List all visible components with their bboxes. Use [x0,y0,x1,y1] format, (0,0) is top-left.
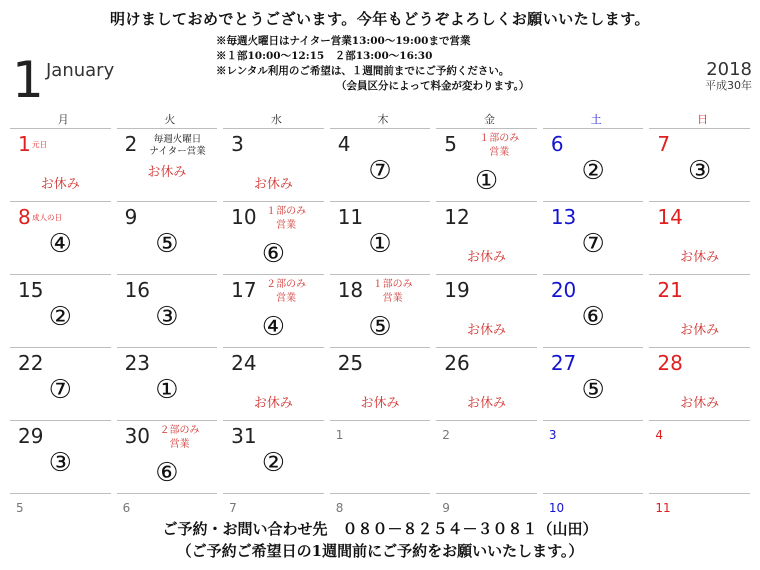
calendar-week [10,201,756,274]
session-number: ⑦ [48,375,72,405]
session-number: ③ [48,448,72,478]
session-number: ⑦ [368,156,392,186]
day-number: 10 [231,205,257,229]
day-number: 3 [231,132,244,156]
session-number: ① [155,375,179,405]
calendar-day-cell [436,274,537,347]
calendar-day-cell [117,493,218,515]
day-number: 6 [550,132,564,156]
session-number: ② [48,302,72,332]
calendar-day-cell [117,128,218,201]
session-number: ① [368,229,392,259]
calendar-day-cell [10,274,111,347]
calendar-grid [10,112,756,515]
calendar-day-cell [223,347,324,420]
closed-label: お休み [467,396,507,411]
calendar-day-cell [223,493,324,515]
calendar-day-cell [543,347,644,420]
calendar-day-cell [543,420,644,493]
closed-label: お休み [467,250,507,265]
day-number: 2 [442,428,450,442]
reservation-request: （ご予約ご希望日の1週間前にご予約をお願いいたします。） [176,542,584,560]
day-number: 5 [16,501,24,515]
month-number: 1 [12,51,44,109]
session-number: ⑥ [155,458,179,488]
day-number: 8 [18,205,31,229]
calendar-day-cell [543,201,644,274]
closed-label: お休み [680,396,720,411]
note-line: ※１部10:00～12:15 ２部13:00～16:30 [216,50,433,62]
day-number: 25 [337,351,364,375]
calendar-day-cell [649,128,750,201]
day-number: 1 [335,428,344,442]
note-line: ※毎週火曜日はナイター営業13:00～19:00まで営業 [216,35,471,47]
session-number: ② [261,448,286,478]
session-number: ⑦ [581,229,605,259]
year-block [705,60,752,92]
day-number: 30 [124,424,151,448]
day-number: 11 [337,205,364,229]
closed-label: お休み [680,323,720,338]
day-number: 8 [335,501,344,515]
business-note: １部のみ 営業 [372,279,413,304]
calendar-day-cell [330,420,431,493]
day-number: 31 [231,424,257,448]
session-number: ⑥ [581,302,605,332]
session-number: ⑤ [581,375,605,405]
calendar-weeks [10,128,756,515]
business-notes [216,34,596,94]
calendar-day-cell [649,201,750,274]
weekday-thu: 木 [377,113,389,126]
business-note: １部のみ 営業 [266,206,307,231]
calendar-day-cell [436,420,537,493]
note-line: ※レンタル利用のご希望は、１週間前までにご予約ください。 [216,65,510,77]
day-number: 5 [444,132,457,156]
calendar-day-cell [330,493,431,515]
calendar-day-cell [649,420,750,493]
calendar-day-cell [649,347,750,420]
calendar-day-cell [543,128,644,201]
day-number: 7 [657,132,671,156]
calendar-week [10,274,756,347]
year-era: 平成30年 [705,79,752,92]
weekday-wed: 水 [270,113,282,126]
business-note: ２部のみ 営業 [159,425,200,450]
calendar-week [10,420,756,493]
session-number: ③ [688,156,712,186]
day-number: 24 [231,351,257,375]
session-number: ① [474,166,499,196]
holiday-name: 元日 [32,140,47,149]
greeting-heading: 明けましておめでとうございます。今年もどうぞよろしくお願いいたします。 [109,10,651,28]
day-number: 14 [657,205,683,229]
weekday-tue: 火 [164,113,176,126]
weekday-fri: 金 [484,113,496,126]
calendar-day-cell [223,420,324,493]
day-number: 10 [548,501,565,515]
day-number: 3 [548,428,557,442]
note-line: （会員区分によって料金が変わります。） [336,80,530,92]
calendar-day-cell [330,274,431,347]
session-number: ③ [155,302,179,332]
weekday-mon: 月 [57,113,69,126]
session-number: ⑥ [261,239,286,269]
calendar-day-cell [117,420,218,493]
day-number: 16 [124,278,151,302]
day-number: 22 [18,351,44,375]
weekday-sun: 日 [697,113,709,126]
closed-label: お休み [253,177,293,192]
day-number: 20 [550,278,577,302]
closed-label: お休み [147,165,187,180]
day-number: 28 [657,351,683,375]
day-number: 23 [124,351,151,375]
calendar-day-cell [436,347,537,420]
day-number: 27 [550,351,577,375]
closed-label: お休み [680,250,720,265]
day-number: 26 [444,351,470,375]
calendar-day-cell [436,128,537,201]
calendar-day-cell [436,201,537,274]
contact-line: ご予約・お問い合わせ先 ０８０－８２５４－３０８１（山田） [162,520,598,538]
closed-label: お休み [40,177,80,192]
weekday-header [10,112,756,128]
calendar-day-cell [10,493,111,515]
month-name: January [46,60,115,81]
closed-label: お休み [253,396,293,411]
calendar-day-cell [223,128,324,201]
calendar-day-cell [649,274,750,347]
calendar-week [10,128,756,201]
calendar-week [10,493,756,515]
day-number: 9 [124,205,138,229]
day-number: 18 [337,278,364,302]
calendar-day-cell [10,347,111,420]
year-western: 2018 [706,59,752,80]
closed-label: お休み [467,323,507,338]
calendar-day-cell [330,201,431,274]
calendar-day-cell [223,201,324,274]
day-number: 29 [18,424,44,448]
calendar-day-cell [10,420,111,493]
session-number: ④ [261,312,286,342]
calendar-day-cell [436,493,537,515]
session-number: ④ [48,229,72,259]
calendar-week [10,347,756,420]
calendar-day-cell [10,128,111,201]
day-number: 1 [18,132,31,156]
business-note: 毎週火曜日 ナイター営業 [149,134,206,157]
calendar-day-cell [117,274,218,347]
calendar-day-cell [649,493,750,515]
business-note: １部のみ 営業 [479,133,520,158]
session-number: ② [581,156,605,186]
day-number: 4 [655,428,664,442]
day-number: 15 [18,278,44,302]
day-number: 21 [657,278,683,302]
day-number: 7 [229,501,237,515]
session-number: ⑤ [155,229,179,259]
day-number: 12 [444,205,470,229]
day-number: 13 [550,205,577,229]
day-number: 6 [122,501,131,515]
day-number: 17 [231,278,257,302]
calendar-day-cell [330,347,431,420]
calendar-day-cell [117,201,218,274]
holiday-name: 成人の日 [32,213,62,222]
business-note: ２部のみ 営業 [266,279,307,304]
calendar-day-cell [117,347,218,420]
weekday-sat: 土 [590,113,602,126]
day-number: 4 [337,132,351,156]
calendar-day-cell [10,201,111,274]
session-number: ⑤ [368,312,392,342]
calendar-day-cell [543,493,644,515]
closed-label: お休み [360,396,400,411]
day-number: 9 [442,501,450,515]
day-number: 19 [444,278,470,302]
calendar-day-cell [223,274,324,347]
day-number: 11 [655,501,671,515]
day-number: 2 [124,132,138,156]
calendar-day-cell [543,274,644,347]
calendar-day-cell [330,128,431,201]
